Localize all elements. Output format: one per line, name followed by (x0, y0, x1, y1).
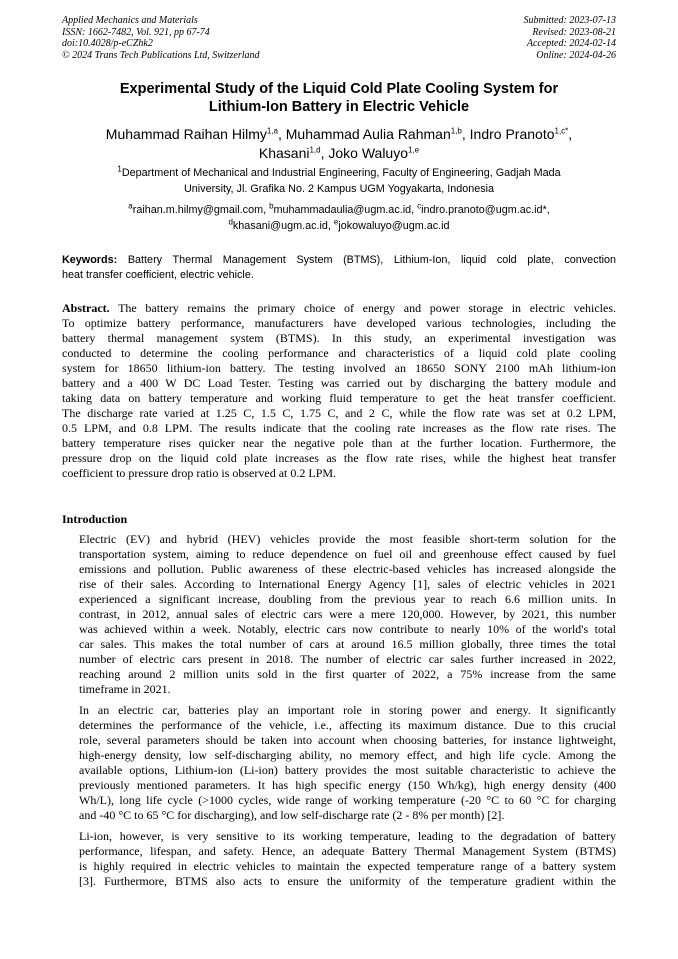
email-mark: c (417, 201, 422, 211)
paragraph (62, 703, 616, 823)
online-date: Online: 2024-04-26 (536, 49, 616, 61)
journal-copyright: © 2024 Trans Tech Publications Ltd, Switzerland (62, 49, 260, 61)
accepted-date: Accepted: 2024-02-14 (526, 38, 616, 49)
title-line: Lithium-Ion Battery in Electric Vehicle (208, 99, 470, 115)
paragraph-line: Li-ion, however, is very sensitive to its working temperature, leading to the degradation of battery (79, 829, 616, 843)
revised-date: Revised: 2023-08-21 (532, 26, 616, 38)
abstract-line (62, 301, 616, 316)
email-link[interactable]: raihan.m.hilmy@gmail.com, (132, 204, 270, 216)
paragraph-line: Electric (EV) and hybrid (HEV) vehicles provide the most feasible short-term solution for the (79, 532, 616, 546)
paragraph-line: car sales. This makes the total number of cars at around 16.5 million globally, three times the total (79, 637, 616, 651)
author-line (62, 144, 616, 163)
author-affiliation-mark: 1,a (266, 126, 278, 136)
abstract-line: conducted to determine the cooling performance and characteristics of a liquid cold plate cooling (62, 346, 616, 360)
paragraph (62, 532, 616, 697)
author-affiliation-mark: 1,b (450, 126, 462, 136)
abstract-line: battery and a 400 W DC Load Tester. Testing was carried out by discharging the battery module and (62, 376, 616, 390)
journal-issn: ISSN: 1662-7482, Vol. 921, pp 67-74 (62, 26, 210, 38)
paragraph (62, 829, 616, 889)
abstract-line: The discharge rate varied at 1.25 C, 1.5 C, 1.75 C, and 2 C, while the flow rate was set at 0.2 LPM, (62, 406, 616, 420)
abstract-line: battery temperature rises quicker near the negative pole than at the further location. Furthermore, the (62, 436, 616, 450)
author-name: Indro Pranoto (469, 126, 555, 142)
email-mark: a (128, 201, 133, 211)
abstract-line: coefficient to pressure drop ratio is observed at 0.2 LPM. (62, 466, 337, 480)
email-mark: b (269, 201, 274, 211)
paragraph-line: performance, lifespan, and safety. Hence, an adequate Battery Thermal Management System (BTMS) (79, 844, 616, 858)
keywords-line: heat transfer coefficient, electric vehicle. (62, 269, 254, 281)
author-separator: , (320, 145, 329, 161)
author-affiliation-mark: 1,d (309, 145, 321, 155)
keywords-text: Battery Thermal Management System (BTMS), Lithium-Ion, liquid cold plate, convection (117, 254, 616, 266)
title-line: Experimental Study of the Liquid Cold Plate Cooling System for (119, 81, 559, 97)
paragraph-line: was achieved within a week. Notably, electric cars now contribute to nearly 10% of the world's total (79, 622, 616, 636)
paragraph-line: is highly required in electric vehicles to maintain the expected temperature range of a battery system (79, 859, 616, 873)
abstract-line: system for 18650 lithium-ion battery. The testing involved an 18650 SONY 2100 mAh lithium-ion (62, 361, 616, 375)
email-mark: e (333, 216, 339, 226)
author-name: Muhammad Aulia Rahman (285, 126, 451, 142)
email-link[interactable]: muhammadaulia@ugm.ac.id, (273, 204, 418, 216)
journal-info (62, 15, 260, 61)
paragraph-line: available options, Lithium-ion (Li-ion) battery provides the most suitable characteristic to achieve the (79, 763, 616, 777)
email-line (62, 203, 616, 219)
affiliation-line (62, 166, 616, 182)
abstract-line: battery thermal management system (BTMS). In this study, an experimental investigation was (62, 331, 616, 345)
paragraph-line: determines the performance of the vehicle, i.e., affecting its maximum distance. Due to this crucial (79, 718, 616, 732)
author-affiliation-mark: 1,e (408, 145, 420, 155)
author-line (62, 125, 616, 144)
author-affiliation-mark: 1,c* (554, 126, 569, 136)
section-heading-introduction: Introduction (62, 512, 128, 526)
author-separator: , (568, 126, 573, 142)
email-line (62, 216, 616, 235)
paragraph-line: In an electric car, batteries play an important role in storing power and energy. It significantly (79, 703, 616, 717)
paragraph-line: role, several parameters should be taken into account when choosing batteries, for instance lightweight, (79, 733, 616, 747)
paragraph-line: emissions and pollution. Public awareness of these electric-based vehicles has increased alongside the (79, 562, 616, 576)
paragraph-line: contrast, in 2012, annual sales of electric cars were a mere 120,000. However, by 2021, this number (79, 607, 616, 621)
affiliation-mark: 1 (117, 164, 122, 174)
paragraph-line: rise of their sales. According to International Energy Agency [1], sales of electric vehicles in 2021 (79, 577, 616, 591)
paragraph-line: timeframe in 2021. (79, 682, 171, 696)
paragraph-line: reaching around 2 million units sold in the first quarter of 2022, a 75% increase from the same (79, 667, 616, 681)
author-name: Khasani (258, 145, 310, 161)
email-link[interactable]: indro.pranoto@ugm.ac.id*, (421, 204, 550, 216)
paragraph-line: [3]. Furthermore, BTMS also acts to ensure the uniformity of the temperature gradient within the (79, 874, 616, 888)
author-list (62, 125, 616, 163)
paragraph-line: number of electric cars present in 2018. The number of electric car sales further increased in 2022, (79, 652, 616, 666)
abstract-text: The battery remains the primary choice of energy and power storage in electric vehicles. (109, 301, 616, 315)
paragraph-line: previously mentioned parameters. It has high specific energy (150 Wh/kg), high energy density (400 (79, 778, 616, 792)
abstract-line: To optimize battery performance, manufacturers have developed various technologies, including the (62, 316, 616, 330)
email-link[interactable]: khasani@ugm.ac.id, (232, 219, 334, 232)
paragraph-line: transportation system, aiming to reduce dependence on fuel oil and greenhouse effect caused by fuel (79, 547, 616, 561)
submitted-date: Submitted: 2023-07-13 (523, 15, 616, 26)
author-separator: , (277, 126, 286, 142)
author-name: Joko Waluyo (328, 145, 408, 161)
publication-dates (524, 15, 617, 61)
author-separator: , (461, 126, 470, 142)
paragraph-line: and -40 °C to 65 °C for discharging), and low self-discharge rate (2 - 8% per month) [2]. (79, 808, 505, 822)
author-emails (62, 203, 616, 234)
abstract-label: Abstract. (62, 301, 110, 315)
affiliation-line: University, Jl. Grafika No. 2 Kampus UGM Yogyakarta, Indonesia (183, 182, 495, 195)
keywords-line (62, 253, 616, 268)
paragraph-line: Wh/L), long life cycle (>1000 cycles, wide range of working temperature (-20 °C to 60 °C for charging (79, 793, 616, 807)
paragraph-line: high-energy density, low self-discharging ability, no memory effect, and high life cycle. Among the (79, 748, 616, 762)
affiliation-text: Department of Mechanical and Industrial Engineering, Faculty of Engineering, Gadjah Mada (121, 167, 561, 179)
keywords-section (62, 253, 616, 283)
journal-name: Applied Mechanics and Materials (62, 15, 198, 26)
keywords-label: Keywords: (62, 254, 118, 266)
email-mark: d (228, 216, 233, 226)
author-name: Muhammad Raihan Hilmy (105, 126, 267, 142)
abstract-line: 0.5 LPM, and 0.8 LPM. The results indicate that the cooling rate increases as the flow rate rises. The (62, 421, 616, 435)
abstract-line: pressure drop on the liquid cold plate increases as the flow rate rises, while the highest heat transfer (62, 451, 616, 465)
email-link[interactable]: jokowaluyo@ugm.ac.id (338, 219, 450, 232)
abstract-line: taking data on battery temperature and working fluid temperature to get the heat transfer coefficient. (62, 391, 616, 405)
affiliation (62, 166, 616, 197)
journal-doi: doi:10.4028/p-eCZhk2 (62, 38, 153, 49)
paragraph-line: experienced a significant increase, doubling from the previous year to reach 6.6 million units. In (79, 592, 616, 606)
paper-title (62, 80, 616, 116)
introduction-body (62, 532, 616, 895)
abstract-section (62, 301, 616, 481)
